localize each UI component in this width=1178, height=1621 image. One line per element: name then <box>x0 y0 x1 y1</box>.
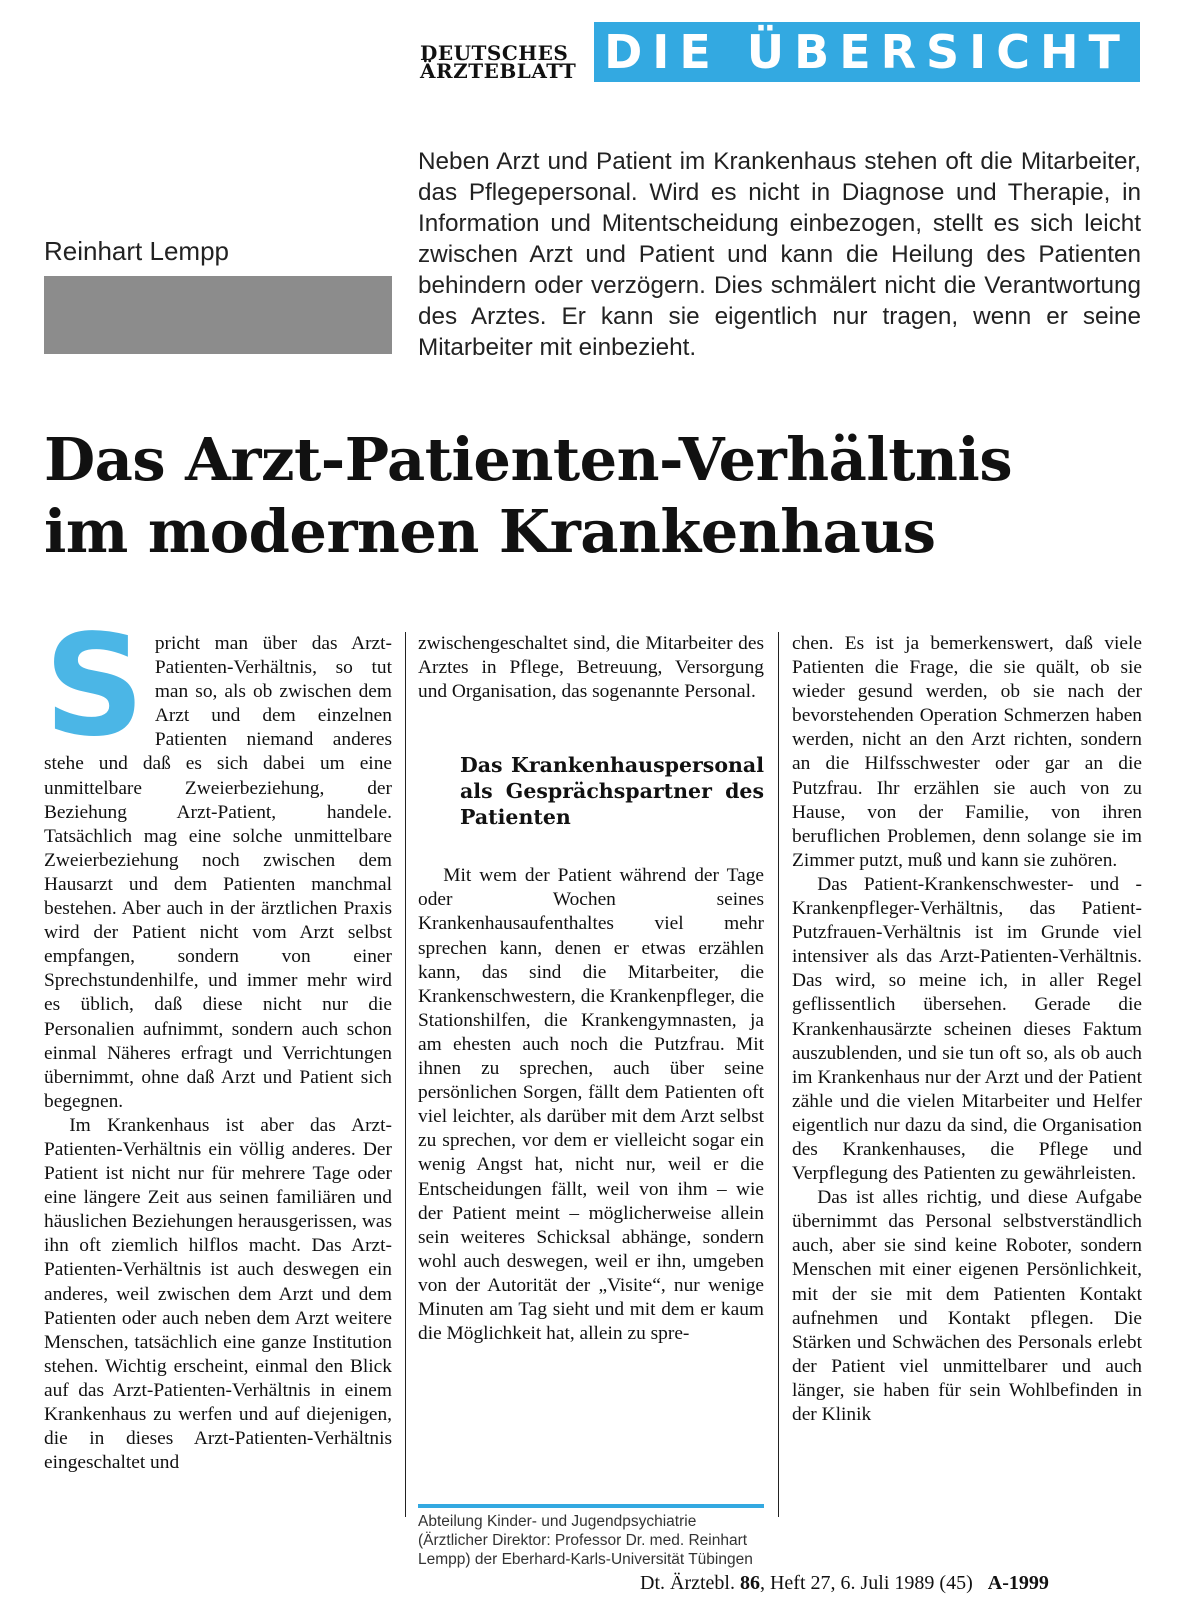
text-column-1 <box>44 605 392 1475</box>
column-divider-2 <box>778 632 779 1517</box>
headline-line-1: Das Arzt-Patienten-Verhältnis <box>44 425 1013 494</box>
section-banner: DIE ÜBERSICHT <box>594 22 1140 82</box>
page-footer <box>640 1572 1049 1595</box>
logo-line-2: ÄRZTEBLATT <box>420 59 577 83</box>
text-column-3 <box>792 632 1142 1427</box>
col1-paragraph-2: Im Krankenhaus ist aber das Arzt-Patienten-Verhältnis ein völlig anderes. Der Patient ist nicht nur für mehrere Tage oder eine längere Zeit aus seinen familiären und häuslichen Beziehungen herausgerissen, was ihn oft ziemlich hilflos macht. Das Arzt-Patienten-Verhältnis ist auch deswegen ein anderes, weil zwischen dem Arzt und dem Patienten oder auch neben dem Arzt weitere Menschen, tatsächlich eine ganze Institution stehen. Wichtig erscheint, einmal den Blick auf das Arzt-Patienten-Verhältnis in einem Krankenhaus zu werfen und auf diejenigen, die in dieses Arzt-Patienten-Verhältnis eingeschaltet und <box>44 1114 392 1474</box>
author-gray-bar <box>44 276 392 354</box>
drop-cap: S <box>44 605 145 768</box>
footer-volume: 86 <box>739 1572 760 1594</box>
col3-paragraph-1: chen. Es ist ja bemerkenswert, daß viele Patienten die Frage, die sie quält, ob sie wieder gesund werden, ob sie nach der bevorstehenden Operation Schmerzen haben werden, nicht an den Arzt richten, sondern an die Hilfsschwester oder gar an die Putzfrau. Ihr erzählen sie auch von zu Hause, von der Familie, von ihren beruflichen Problemen, denn solange sie im Zimmer putzt, muß und kann sie zuhören. <box>792 633 1142 871</box>
logo-line-1: DEUTSCHES <box>420 41 569 65</box>
affiliation-footnote: Abteilung Kinder- und Jugendpsychiatrie (Ärztlicher Direktor: Professor Dr. med. Reinhart Lempp) der Eberhard-Karls-Universität Tübingen <box>418 1513 753 1568</box>
journal-logo <box>420 41 580 83</box>
col3-paragraph-2: Das Patient-Krankenschwester- und -Krankenpfleger-Verhältnis, das Patient-Putzfrauen-Verhältnis ist im Grunde viel intensiver als das Arzt-Patienten-Verhältnis. Das wird, so meine ich, in aller Regel geflissentlich übersehen. Gerade die Krankenhausärzte scheinen dieses Faktum auszublenden, und sie tun oft so, als ob auch im Krankenhaus nur der Arzt und der Patient zähle und die vielen Mitarbeiter und Helfer eigentlich nur dazu da sind, die Organisation des Krankenhauses, die Pflege und Verpflegung des Patienten zu gewährleisten. <box>792 873 1142 1185</box>
footer-details: , Heft 27, 6. Juli 1989 (45) <box>759 1572 973 1594</box>
col2-paragraph-1: zwischengeschaltet sind, die Mitarbeiter des Arztes in Pflege, Betreuung, Versorgung und Organisation, das sogenannte Personal. <box>418 633 764 703</box>
headline-line-2: im modernen Krankenhaus <box>44 497 936 566</box>
footer-page-number: A-1999 <box>987 1572 1049 1594</box>
col3-paragraph-3: Das ist alles richtig, und diese Aufgabe übernimmt das Personal selbstverständlich auch, aber sie sind keine Roboter, sondern Menschen mit einer eigenen Persönlichkeit, mit der sie mit dem Patienten Kontakt aufnehmen und Kontakt pflegen. Die Stärken und Schwächen des Personals erlebt der Patient viel unmittelbarer und auch länger, sie haben für sein Wohlbefinden in der Klinik <box>792 1187 1142 1425</box>
text-column-2 <box>418 632 764 1346</box>
footer-journal: Dt. Ärztebl. <box>640 1572 735 1594</box>
col1-paragraph-1: pricht man über das Arzt-Patienten-Verhältnis, so tut man so, als ob zwischen dem Arzt und dem einzelnen Patienten niemand anderes stehe und daß es sich dabei um eine unmittelbare Zweierbeziehung, der Beziehung Arzt-Patient, handele. Tatsächlich mag eine solche unmittelbare Zweierbeziehung noch zwischen dem Hausarzt und dem Patienten manchmal bestehen. Aber auch in der ärztlichen Praxis wird der Patient nicht vom Arzt selbst empfangen, sondern von einer Sprechstundenhilfe, und immer mehr wird es üblich, daß diese nicht nur die Personalien aufnimmt, sondern auch schon einmal Näheres erfragt und Verrichtungen übernimmt, ohne daß Arzt und Patient sich begegnen. <box>44 633 392 1112</box>
lead-paragraph: Neben Arzt und Patient im Krankenhaus stehen oft die Mitarbeiter, das Pflegepersonal. Wird es nicht in Diagnose und Therapie, in Information und Mitentscheidung einbezogen, stellt es sich leicht zwischen Arzt und Patient und kann die Heilung des Patienten behindern oder verzögern. Dies schmälert nicht die Verantwortung des Arztes. Er kann sie eigentlich nur tragen, wenn er seine Mitarbeiter mit einbezieht. <box>418 148 1141 361</box>
col2-paragraph-2: Mit wem der Patient während der Tage oder Wochen seines Krankenhausaufenthaltes viel mehr sprechen kann, denen er etwas erzählen kann, das sind die Mitarbeiter, die Krankenschwestern, die Krankenpfleger, die Stationshilfen, die Krankengymnasten, ja am ehesten auch noch die Putzfrau. Mit ihnen zu sprechen, auch über seine persönlichen Sorgen, fällt dem Patienten oft viel leichter, als darüber mit dem Arzt selbst zu sprechen, vor dem er vielleicht sogar ein wenig Angst hat, nicht nur, weil er die Entscheidungen fällt, weil von ihm – wie der Patient meint – möglicherweise allein sein weiteres Schicksal abhänge, sondern wohl auch deswegen, weil er ihn, umgeben von der Autorität der „Visite“, nur wenige Minuten am Tag sieht und mit dem er kaum die Möglichkeit hat, allein zu spre- <box>418 865 764 1345</box>
author-name: Reinhart Lempp <box>44 236 229 266</box>
section-subheading: Das Krankenhauspersonal als Gesprächspartner des Patienten <box>460 753 764 830</box>
article-headline <box>44 424 1154 568</box>
footnote-rule <box>418 1504 764 1508</box>
column-divider-1 <box>405 632 406 1517</box>
